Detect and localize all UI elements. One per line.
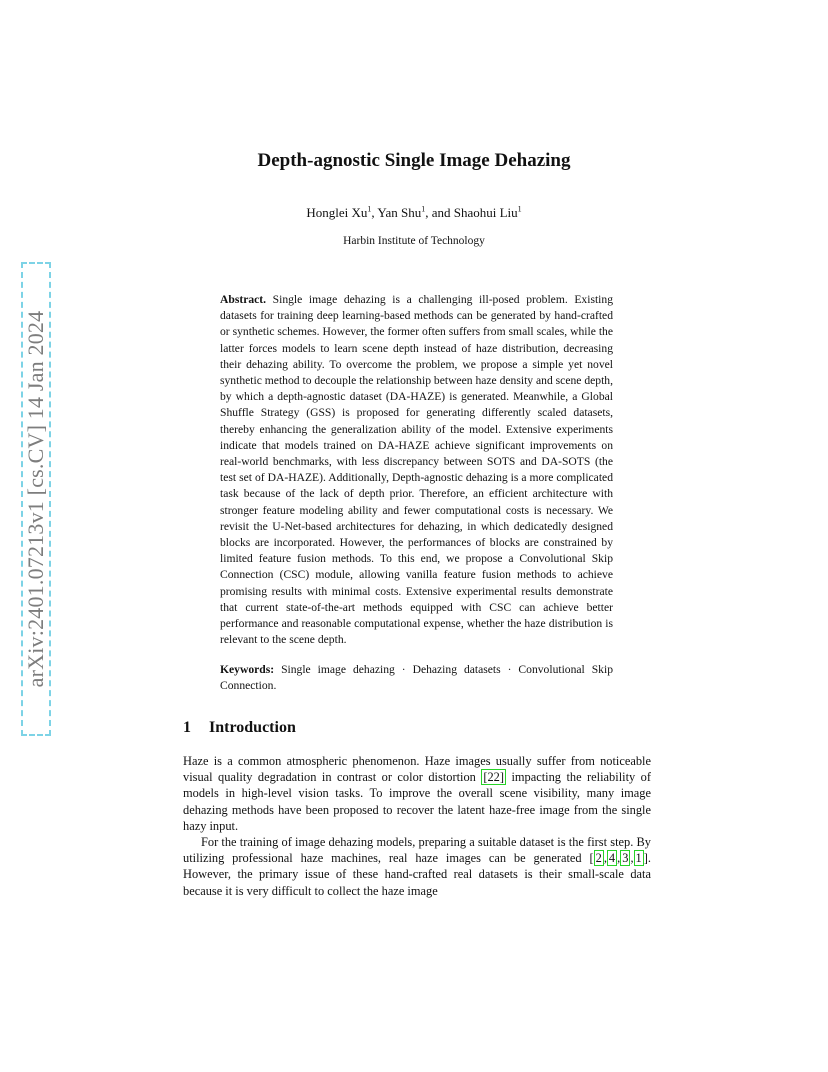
keywords <box>220 662 613 694</box>
citation-link[interactable]: 1 <box>635 851 642 866</box>
citation-link[interactable]: 4 <box>608 851 616 866</box>
paragraph-text: Haze is a common atmospheric phenomenon. Haze images usually suffer from noticeable visual quality degradation in contrast or color distortion <box>183 754 651 785</box>
paragraph-text: For the training of image dehazing models, preparing a suitable dataset is the first step. By utilizing professional haze machines, real haze images can be generated <box>183 835 651 866</box>
affiliation-mark: 1 <box>517 204 522 214</box>
abstract-text: Single image dehazing is a challenging ill-posed problem. Existing datasets for training deep learning-based methods can be generated by hand-crafted or synthetic schemes. However, the former often suffers from small scales, while the latter forces models to learn scene depth instead of haze distribution, decreasing their dehazing ability. To overcome the problem, we propose a simple yet novel synthetic method to decouple the relationship between haze density and scene depth, by which a depth-agnostic dataset (DA-HAZE) is generated. Meanwhile, a Global Shuffle Strategy (GSS) is proposed for generating differently scaled datasets, thereby enhancing the generalization ability of the model. Extensive experiments indicate that models trained on DA-HAZE achieve significant improvements on real-world benchmarks, with less discrepancy between SOTS and DA-SOTS (the test set of DA-HAZE). Additionally, Depth-agnostic dehazing is a more complicated task because of the lack of depth prior. Therefore, an efficient architecture with stronger feature modeling ability and fewer computational costs is necessary. We revisit the U-Net-based architectures for dehazing, in which dedicatedly designed blocks are incorporated. However, the performances of blocks are constrained by limited feature fusion methods. To this end, we propose a Convolutional Skip Connection (CSC) module, allowing vanilla feature fusion methods to achieve promising results with minimal costs. Extensive experimental results demonstrate that current state-of-the-art methods equipped with CSC can achieve better performance and reasonable computational expense, whether the haze distribution is relevant to the scene depth. <box>220 293 613 647</box>
author-name: Honglei Xu <box>306 205 368 220</box>
author-separator: , and <box>425 205 454 220</box>
abstract-label: Abstract. <box>220 293 267 306</box>
author-list <box>0 205 828 221</box>
paragraph: For the training of image dehazing models, preparing a suitable dataset is the first step. By utilizing professional haze machines, real haze images can be generated [ 2 , 4 , 3 , 1 ]. However, the primary issue of these hand-crafted real datasets is their small-scale data because it is very difficult to collect the haze image <box>183 835 651 898</box>
author-name: Shaohui Liu <box>453 205 518 220</box>
arxiv-identifier-text[interactable]: arXiv:2401.07213v1 [cs.CV] 14 Jan 2024 <box>23 310 48 688</box>
citation-link[interactable]: 3 <box>622 851 629 866</box>
keywords-text: Single image dehazing · Dehazing datasets · Convolutional Skip Connection. <box>220 663 613 693</box>
paragraph-text: impacting the reliability of models in high-level vision tasks. To improve the overall scene visibility, many image dehazing methods have been proposed to recover the latent haze-free image from the single hazy input. <box>183 770 652 833</box>
keywords-label: Keywords: <box>220 663 275 676</box>
author-separator: , <box>371 205 378 220</box>
introduction-body <box>183 753 651 899</box>
affiliation-mark: 1 <box>421 204 426 214</box>
arxiv-identifier-stamp[interactable] <box>21 262 51 736</box>
affiliation-mark: 1 <box>367 204 372 214</box>
abstract <box>220 292 613 648</box>
citation-link[interactable]: 2 <box>595 851 602 866</box>
citation-link[interactable]: [22] <box>483 770 504 785</box>
citation-bracket: [ <box>589 851 594 866</box>
paper-title: Depth-agnostic Single Image Dehazing <box>257 150 571 171</box>
affiliation: Harbin Institute of Technology <box>343 235 485 247</box>
paragraph <box>183 753 651 834</box>
section-title: Introduction <box>209 719 296 736</box>
paragraph-text: . However, the primary issue of these hand-crafted real datasets is their small-scale data because it is very difficult to collect the haze image <box>183 851 651 898</box>
section-number: 1 <box>183 719 191 736</box>
section-heading <box>183 719 296 737</box>
author-name: Yan Shu <box>377 205 422 220</box>
citation-bracket: ] <box>643 851 648 866</box>
